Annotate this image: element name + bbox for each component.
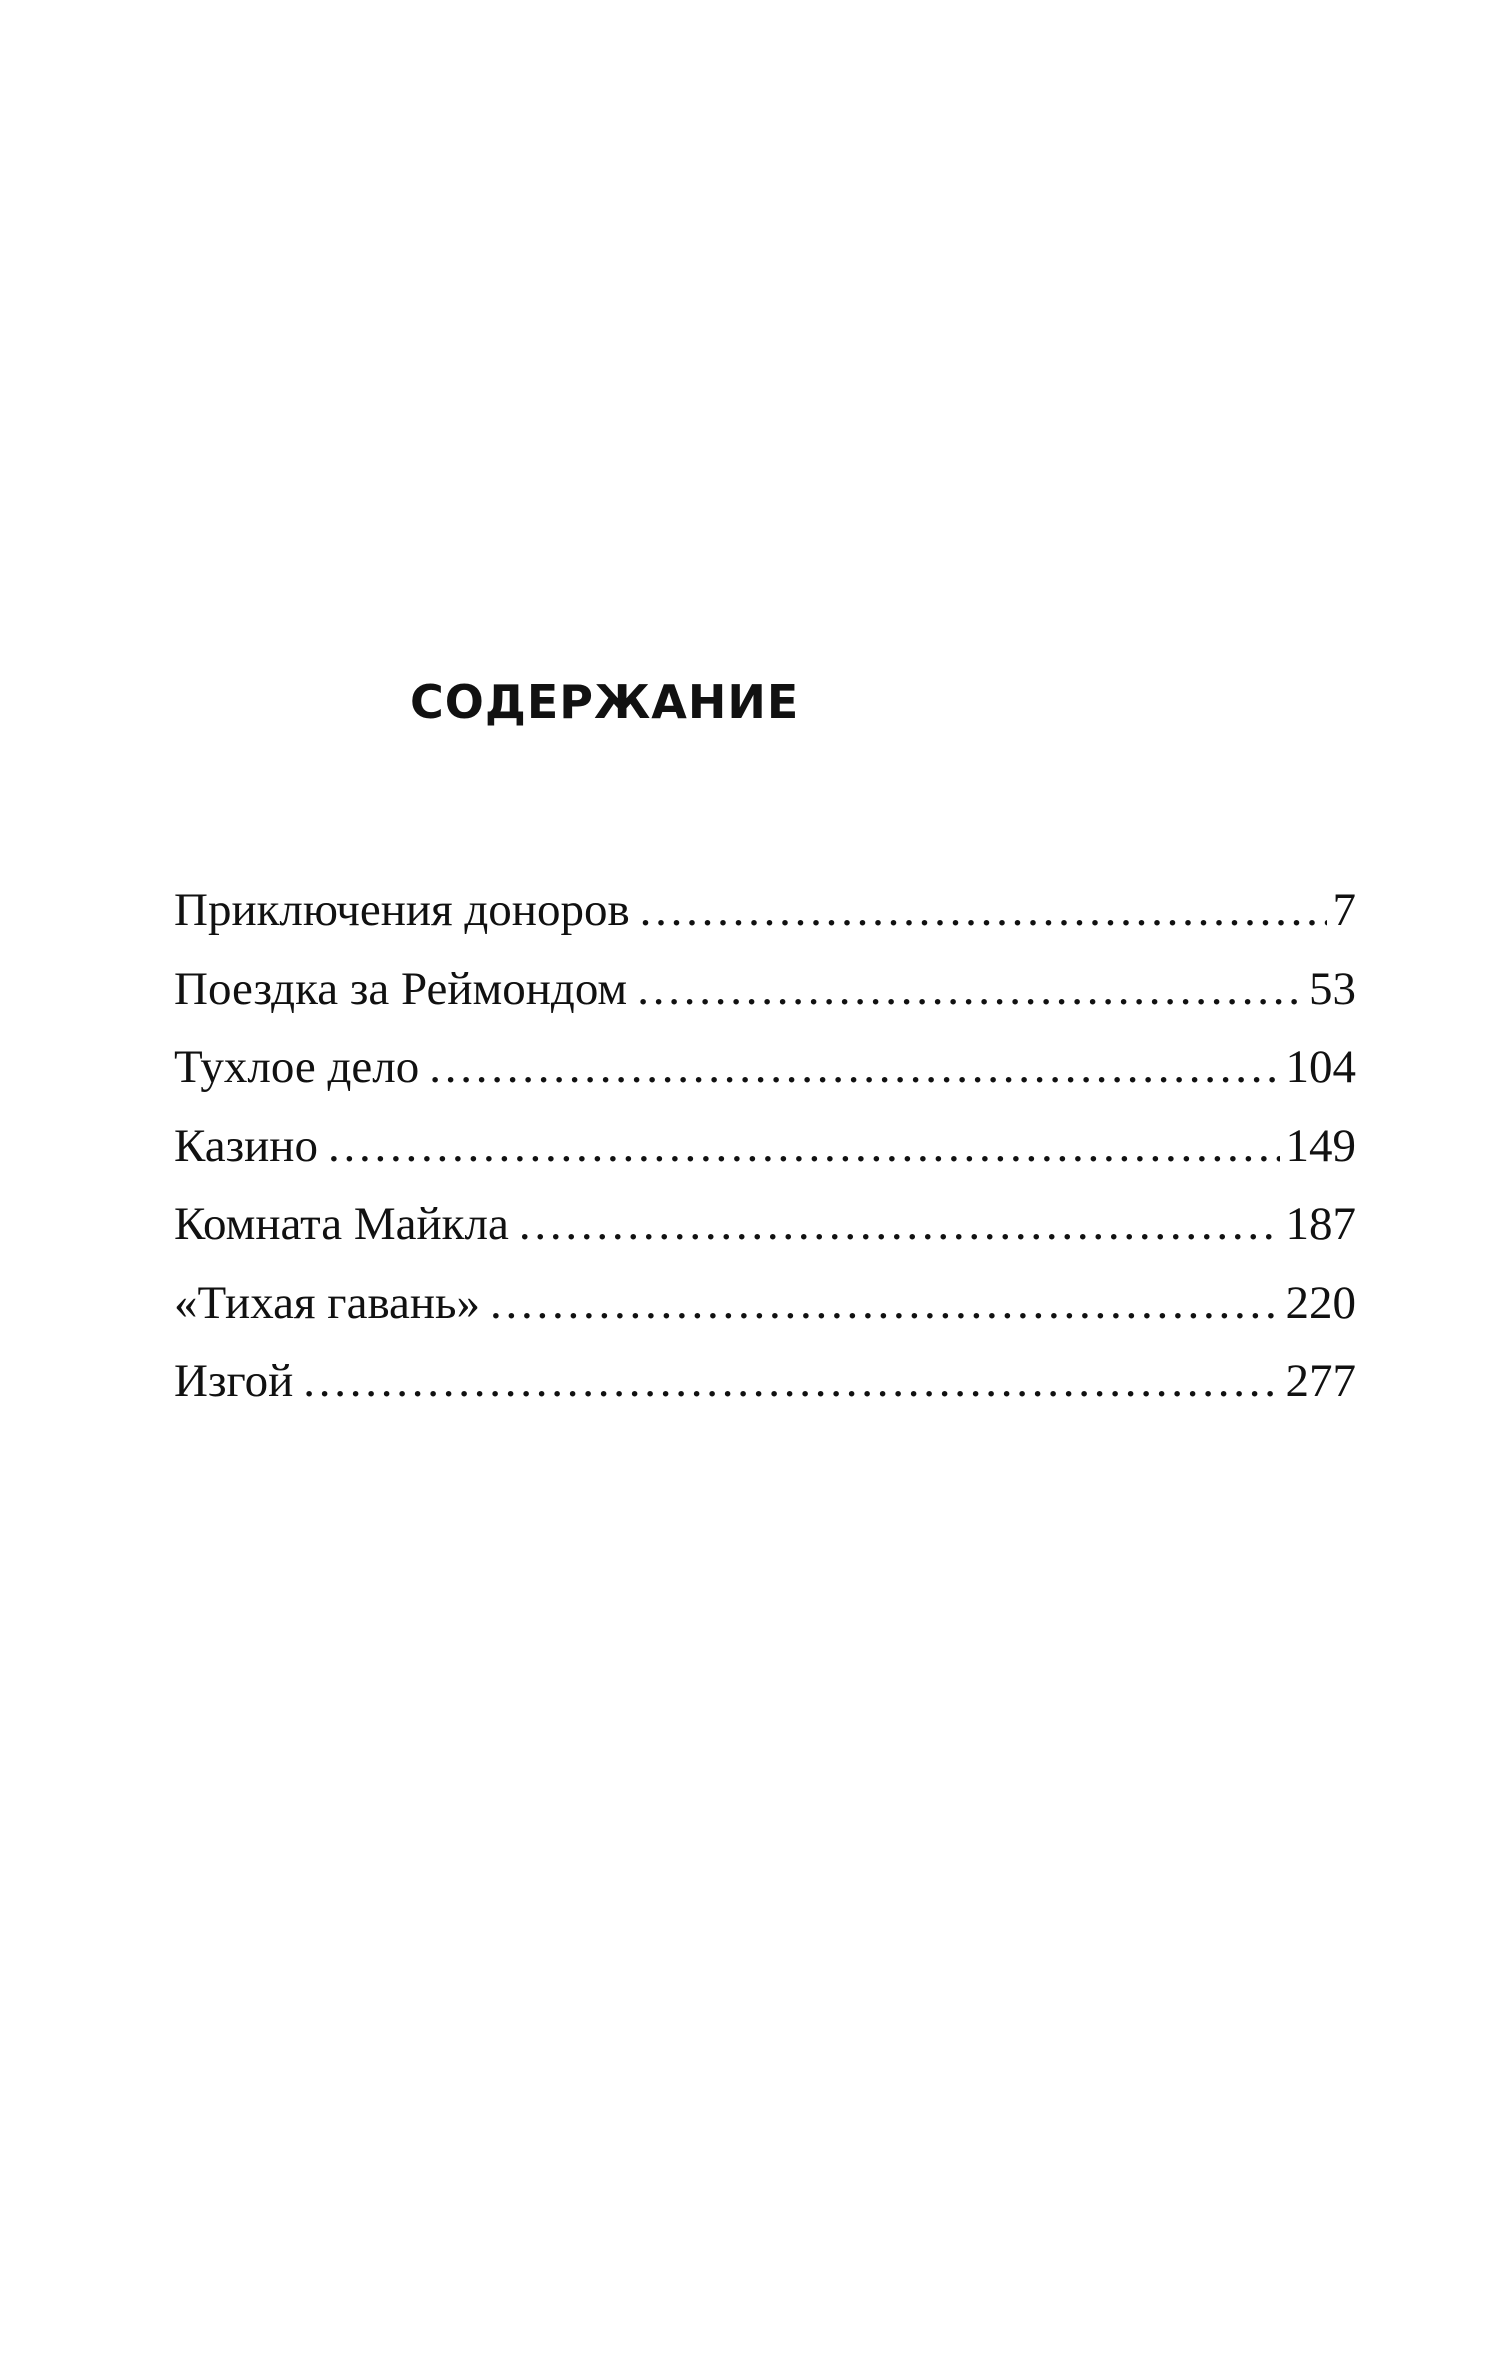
toc-entry [174,1351,1356,1430]
toc-entry [174,959,1356,1038]
dot-leader [519,1194,1280,1254]
dot-leader [303,1351,1279,1411]
toc-entry [174,880,1356,959]
page-title: СОДЕРЖАНИЕ [410,675,800,729]
toc-entry [174,1116,1356,1195]
toc-page-number: 277 [1285,1355,1356,1407]
table-of-contents [174,880,1356,1430]
toc-page-number: 7 [1332,884,1356,936]
toc-entry-title: Казино [174,1119,318,1172]
dot-leader [490,1273,1280,1333]
toc-entry-title: Комната Майкла [174,1198,509,1250]
toc-page-number: 187 [1285,1198,1356,1250]
toc-page-number: 149 [1285,1119,1356,1172]
toc-entry-title: Приключения доноров [174,884,630,936]
dot-leader [637,959,1303,1019]
toc-page-number: 53 [1309,962,1356,1015]
toc-entry-title: «Тихая гавань» [174,1276,480,1329]
toc-page-number: 220 [1285,1276,1356,1329]
toc-entry [174,1037,1356,1116]
dot-leader [640,880,1327,940]
dot-leader [429,1037,1279,1097]
toc-entry-title: Изгой [174,1355,294,1407]
toc-entry-title: Поездка за Реймондом [174,962,628,1015]
toc-page-number: 104 [1285,1041,1356,1093]
toc-entry [174,1273,1356,1352]
dot-leader [328,1116,1280,1176]
toc-entry-title: Тухлое дело [174,1041,420,1093]
toc-entry [174,1194,1356,1273]
